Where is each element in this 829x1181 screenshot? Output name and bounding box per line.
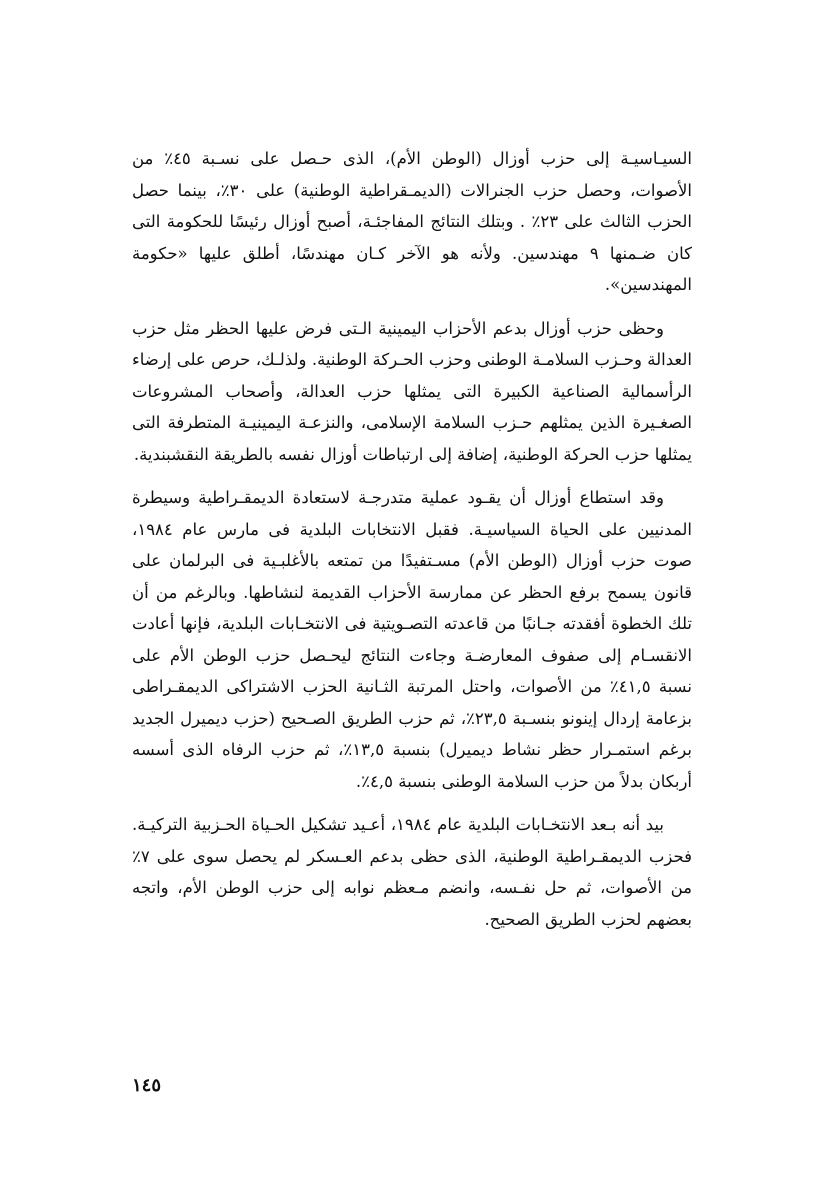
body-text: [132, 143, 692, 947]
paragraph-4: بيد أنه بـعد الانتخـابات البلدية عام ١٩٨٤، أعـيد تشكيل الحـياة الحـزبية التركيـة. فحزب الديمقـراطية الوطنية، الذى حظى بدعم العـسكر لم يحصل سوى على ٧٪ من الأصوات، ثم حل نفـسه، وانضم مـعظم نوابه إلى حزب الوطن الأم، واتجه بعضهم لحزب الطريق الصحيح.: [132, 815, 692, 929]
paragraph-2: وحظى حزب أوزال بدعم الأحزاب اليمينية الـتى فرض عليها الحظر مثل حزب العدالة وحـزب السلامـة الوطنى وحزب الحـركة الوطنية. ولذلـك، حرص على إرضاء الرأسمالية الصناعية الكبيرة التى يمثلها حزب العدالة، وأصحاب المشروعات الصغـيرة الذين يمثلهم حـزب السلامة الإسلامى، والنزعـة اليمينيـة المتطرفة التى يمثلها حزب الحركة الوطنية، إضافة إلى ارتباطات أوزال نفسه بالطريقة النقشبندية.: [132, 318, 692, 464]
paragraph-1: السيـاسيـة إلى حزب أوزال (الوطن الأم)، الذى حـصل على نسـبة ٤٥٪ من الأصوات، وحصل حزب الجنرالات (الديمـقراطية الوطنية) على ٣٠٪، بينما حصل الحزب الثالث على ٢٣٪ . وبتلك النتائج المفاجئـة، أصبح أوزال رئيسًا للحكومة التى كان ضـمنها ٩ مهندسين. ولأنه هو الآخر كـان مهندسًا، أطلق عليها «حكومة المهندسين».: [132, 149, 692, 294]
page-number: ١٤٥: [132, 1075, 162, 1096]
paragraph-3: وقد استطاع أوزال أن يقـود عملية متدرجـة لاستعادة الديمقـراطية وسيطرة المدنيين على الحياة السياسيـة. فقبل الانتخابات البلدية فى مارس عام ١٩٨٤، صوت حزب أوزال (الوطن الأم) مسـتفيدًا من تمتعه بالأغلبـية فى البرلمان على قانون يسمح برفع الحظر عن ممارسة الأحزاب القديمة لنشاطها. وبالرغم من أن تلك الخطوة أفقدته جـانبًا من قاعدته التصـويتية فى الانتخـابات البلدية، فإنها أعادت الانقسـام إلى صفوف المعارضـة وجاءت النتائج ليحـصل حزب الوطن الأم على نسبة ٤١,٥٪ من الأصوات، واحتل المرتبة الثـانية الحزب الاشتراكى الديمقـراطى بزعامة إردال إينونو بنسـبة ٢٣,٥٪، ثم حزب الطريق الصـحيح (حزب ديميرل الجديد برغم استمـرار حظر نشاط ديميرل) بنسبة ١٣,٥٪، ثم حزب الرفاه الذى أسسه أربكان بدلاً من حزب السلامة الوطنى بنسبة ٤,٥٪.: [132, 488, 693, 791]
